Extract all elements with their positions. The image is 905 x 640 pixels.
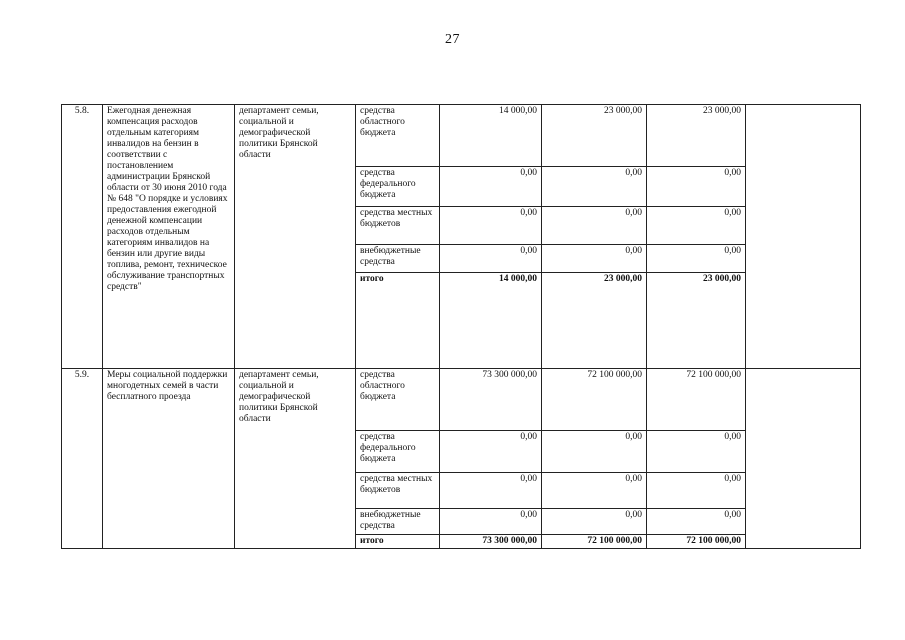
value-cell: 0,00 (440, 245, 542, 273)
measure-executor: департамент семьи, социальной и демографической политики Брянской области (235, 369, 356, 549)
funding-source: средства местных бюджетов (356, 207, 440, 245)
value-cell: 0,00 (542, 207, 647, 245)
value-cell: 0,00 (647, 167, 746, 207)
value-cell: 72 100 000,00 (542, 369, 647, 431)
funding-source: итого (356, 535, 440, 549)
total-value: 73 300 000,00 (440, 535, 542, 549)
measure-executor: департамент семьи, социальной и демографической политики Брянской области (235, 105, 356, 369)
funding-source: средства местных бюджетов (356, 473, 440, 509)
value-cell: 0,00 (440, 473, 542, 509)
funding-source: итого (356, 273, 440, 369)
table-row (62, 105, 861, 167)
empty-cell (746, 105, 861, 369)
funding-source: внебюджетные средства (356, 509, 440, 535)
value-cell: 0,00 (440, 207, 542, 245)
value-cell: 0,00 (440, 431, 542, 473)
value-cell: 0,00 (647, 431, 746, 473)
page-number: 27 (445, 32, 460, 47)
total-value: 23 000,00 (542, 273, 647, 369)
funding-source: средства областного бюджета (356, 105, 440, 167)
table-row (62, 369, 861, 431)
measure-index: 5.9. (62, 369, 103, 549)
value-cell: 0,00 (647, 245, 746, 273)
value-cell: 23 000,00 (542, 105, 647, 167)
funding-source: средства областного бюджета (356, 369, 440, 431)
value-cell: 0,00 (647, 473, 746, 509)
total-value: 72 100 000,00 (647, 535, 746, 549)
value-cell: 0,00 (647, 509, 746, 535)
total-value: 23 000,00 (647, 273, 746, 369)
value-cell: 0,00 (647, 207, 746, 245)
value-cell: 23 000,00 (647, 105, 746, 167)
measure-name: Меры социальной поддержки многодетных семей в части бесплатного проезда (103, 369, 235, 549)
value-cell: 0,00 (542, 431, 647, 473)
value-cell: 0,00 (440, 167, 542, 207)
measure-index: 5.8. (62, 105, 103, 369)
value-cell: 0,00 (542, 167, 647, 207)
value-cell: 0,00 (440, 509, 542, 535)
measure-name: Ежегодная денежная компенсация расходов отдельным категориям инвалидов на бензин в соответствии с постановлением администрации Брянской области от 30 июня 2010 года № 648 "О порядке и условиях предоставления ежегодной денежной компенсации расходов отдельным категориям инвалидов на бензин или другие виды топлива, ремонт, техническое обслуживание транспортных средств" (103, 105, 235, 369)
funding-source: средства федерального бюджета (356, 167, 440, 207)
empty-cell (746, 369, 861, 549)
value-cell: 72 100 000,00 (647, 369, 746, 431)
value-cell: 0,00 (542, 509, 647, 535)
value-cell: 0,00 (542, 245, 647, 273)
value-cell: 0,00 (542, 473, 647, 509)
funding-source: средства федерального бюджета (356, 431, 440, 473)
total-value: 72 100 000,00 (542, 535, 647, 549)
funding-source: внебюджетные средства (356, 245, 440, 273)
value-cell: 73 300 000,00 (440, 369, 542, 431)
budget-table (61, 104, 861, 549)
total-value: 14 000,00 (440, 273, 542, 369)
value-cell: 14 000,00 (440, 105, 542, 167)
